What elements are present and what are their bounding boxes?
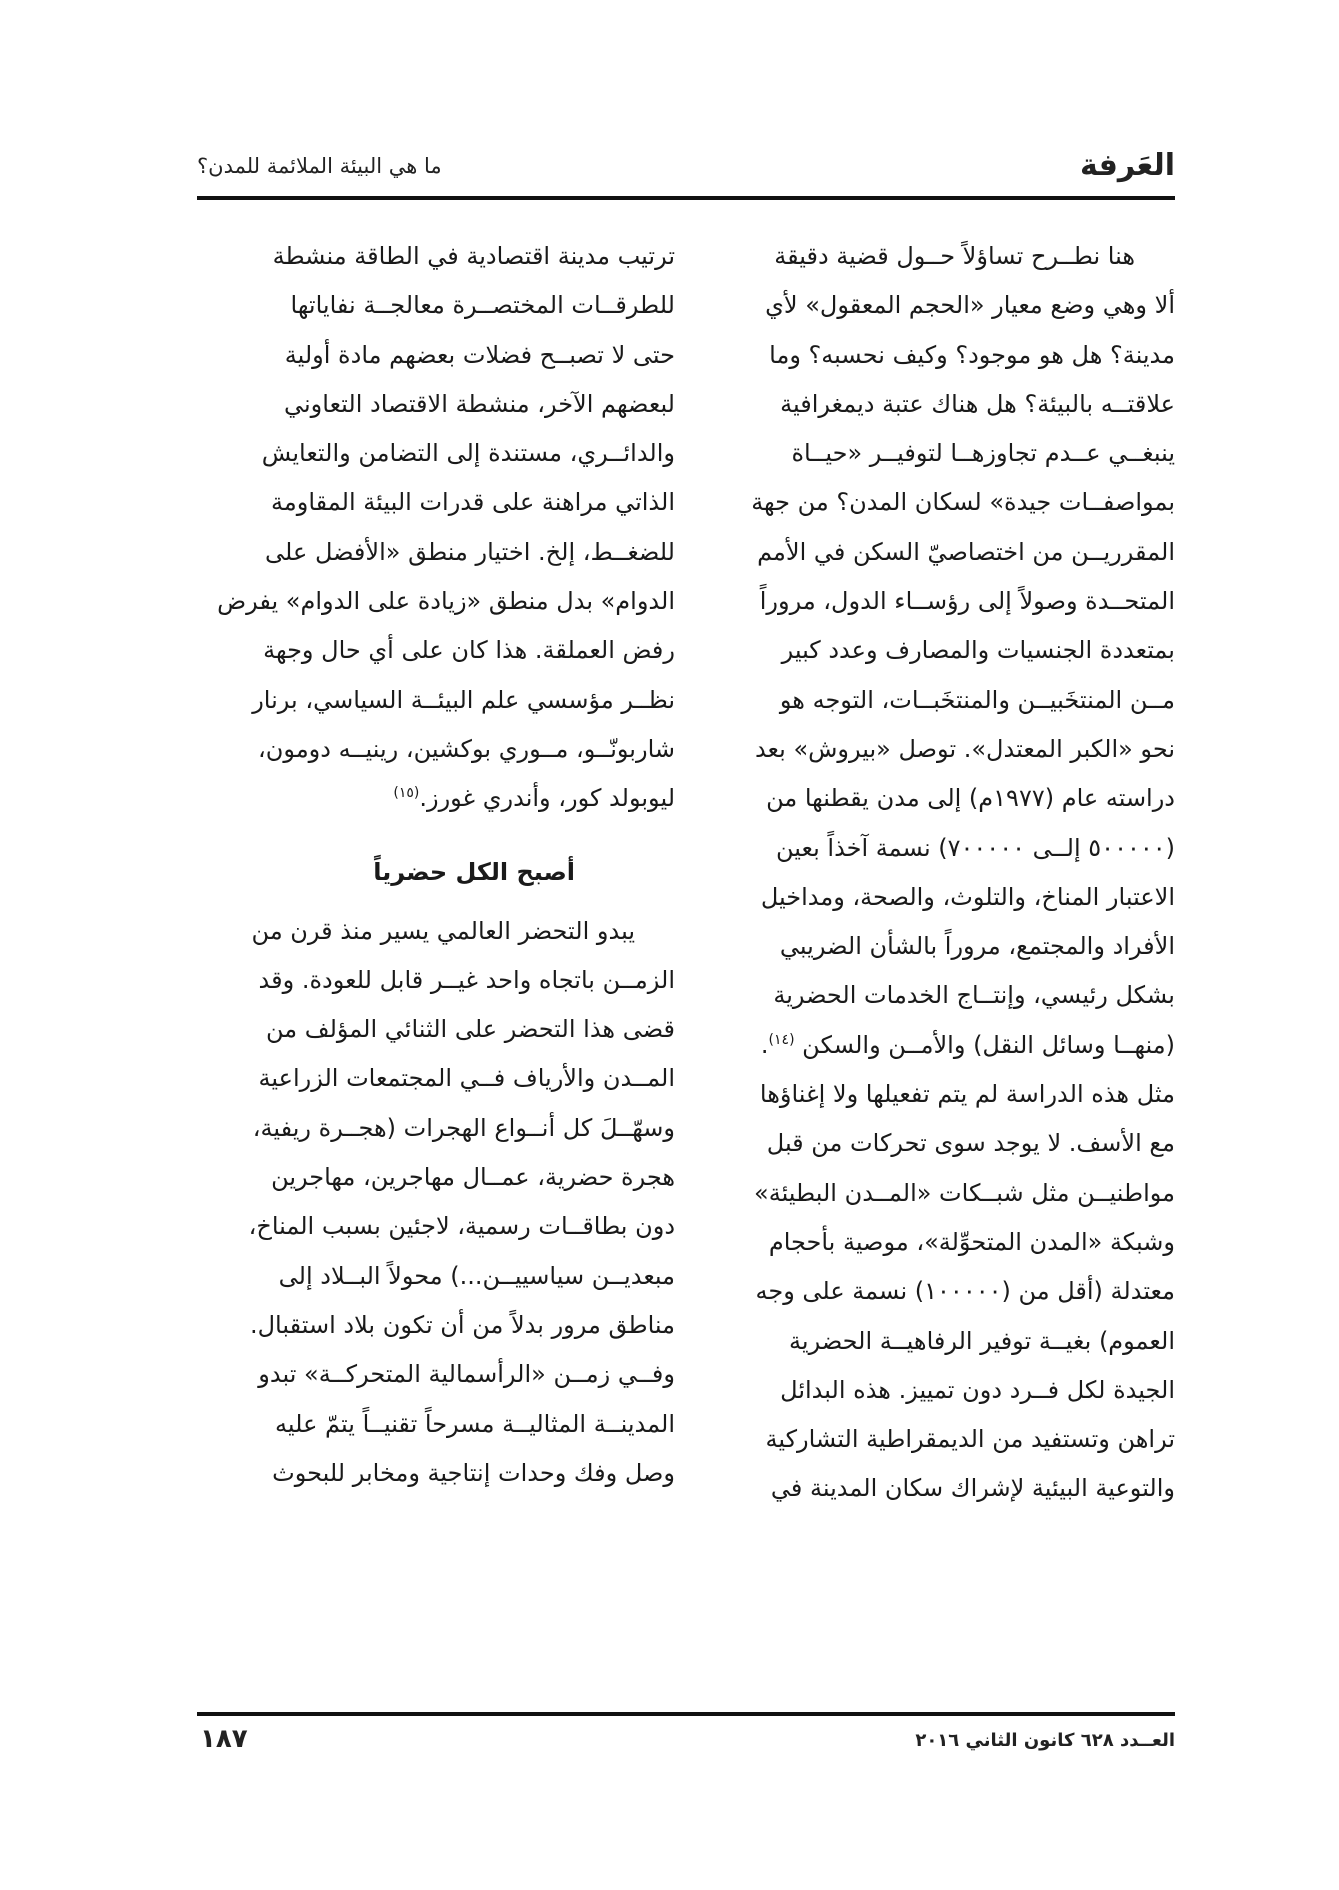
text-line: وصل وفك وحدات إنتاجية ومخابر للبحوث — [272, 1458, 675, 1487]
text-line: مع الأسف. لا يوجد سوى تحركات من قبل — [766, 1129, 1175, 1158]
magazine-logo: العَرفة — [1080, 148, 1175, 183]
text-line: دراسته عام (١٩٧٧م) إلى مدن يقطنها من — [766, 784, 1175, 813]
text-line: حتى لا تصبــح فضلات بعضهم مادة أولية — [284, 340, 675, 369]
text-line: مواطنيــن مثل شبــكات «المــدن البطيئة» — [754, 1178, 1175, 1207]
section-heading: أصبح الكل حضرياً — [373, 857, 575, 886]
text-line: والدائــري، مستندة إلى التضامن والتعايش — [261, 439, 675, 468]
text-line: الزمــن باتجاه واحد غيــر قابل للعودة. وقد — [258, 965, 675, 994]
text-line: الاعتبار المناخ، والتلوث، والصحة، ومداخيل — [760, 882, 1175, 911]
text-line: ترتيب مدينة اقتصادية في الطاقة منشطة — [272, 242, 675, 270]
text-line: العموم) بغيــة توفير الرفاهيــة الحضرية — [789, 1326, 1175, 1355]
article-column-left — [197, 232, 675, 1498]
text-line: قضى هذا التحضر على الثنائي المؤلف من — [265, 1015, 675, 1044]
text-line: نظــر مؤسسي علم البيئــة السياسي، برنار — [252, 685, 675, 714]
text-line: لبعضهم الآخر، منشطة الاقتصاد التعاوني — [283, 389, 675, 418]
text-line: معتدلة (أقل من (١٠٠٠٠٠) نسمة على وجه — [755, 1277, 1175, 1306]
text-line: مبعديــن سياسييــن...) محولاً البــلاد إلى — [278, 1261, 675, 1290]
text-line: هنا نطــرح تساؤلاً حــول قضية دقيقة — [774, 242, 1135, 270]
text-line: دون بطاقــات رسمية، لاجئين بسبب المناخ، — [248, 1212, 675, 1241]
text-line: نحو «الكبر المعتدل». توصل «بيروش» بعد — [754, 734, 1175, 763]
footnote-ref: (١٥) — [393, 785, 420, 802]
text-line: مناطق مرور بدلاً من أن تكون بلاد استقبال. — [249, 1310, 675, 1339]
text-line: هجرة حضرية، عمــال مهاجرين، مهاجرين — [271, 1163, 675, 1192]
text-line: مثل هذه الدراسة لم يتم تفعيلها ولا إغناؤها — [759, 1080, 1175, 1109]
text-line: مــن المنتخَبيــن والمنتخَبــات، التوجه هو — [779, 685, 1175, 714]
text-line: (٥٠٠٠٠٠ إلــى ٧٠٠٠٠٠) نسمة آخذاً بعين — [776, 833, 1175, 862]
text-line: تراهن وتستفيد من الديمقراطية التشاركية — [765, 1425, 1175, 1454]
footnote-ref: (١٤) — [768, 1031, 795, 1048]
header-rule — [197, 196, 1175, 200]
article-column-right — [697, 232, 1175, 1514]
text-line: الذاتي مراهنة على قدرات البيئة المقاومة — [271, 488, 675, 517]
page-header — [197, 148, 1175, 196]
text-line: ليوبولد كور، وأندري غورز. — [419, 784, 675, 813]
text-line: والتوعية البيئية لإشراك سكان المدينة في — [770, 1474, 1175, 1503]
text-line: يبدو التحضر العالمي يسير منذ قرن من — [251, 916, 635, 945]
text-line: الجيدة لكل فــرد دون تمييز. هذه البدائل — [780, 1375, 1175, 1404]
footer-rule — [197, 1712, 1175, 1716]
text-line-with-footnote: (منهــا وسائل النقل) والأمــن والسكن $^{(١٤)}$. — [760, 1030, 1175, 1059]
text-line: علاقتــه بالبيئة؟ هل هناك عتبة ديمغرافية — [780, 389, 1175, 418]
text-line: ألا وهي وضع معيار «الحجم المعقول» لأي — [765, 291, 1175, 320]
text-line: (منهــا وسائل النقل) والأمــن والسكن — [802, 1030, 1175, 1059]
text-line: بمتعددة الجنسيات والمصارف وعدد كبير — [781, 636, 1175, 665]
issue-info: العــدد ٦٢٨ كانون الثاني ٢٠١٦ — [915, 1730, 1175, 1751]
text-line: المقرريــن من اختصاصيّ السكن في الأمم — [757, 537, 1175, 566]
text-line: وفــي زمــن «الرأسمالية المتحركــة» تبدو — [258, 1360, 675, 1389]
text-line: المتحــدة وصولاً إلى رؤســاء الدول، مروراً — [759, 587, 1175, 616]
text-line: وسهّــلَ كل أنــواع الهجرات (هجــرة ريفية، — [252, 1113, 675, 1142]
text-line: وشبكة «المدن المتحوِّلة»، موصية بأحجام — [768, 1227, 1175, 1256]
text-line: المدينــة المثاليــة مسرحاً تقنيــاً يتمّ عليه — [275, 1409, 675, 1438]
text-line-with-footnote — [197, 774, 675, 823]
text-line: الدوام» بدل منطق «زيادة على الدوام» يفرض — [217, 587, 675, 616]
text-line: بمواصفــات جيدة» لسكان المدن؟ من جهة — [751, 488, 1175, 517]
text-line: للطرقــات المختصــرة معالجــة نفاياتها — [290, 291, 675, 320]
text-line: المــدن والأرياف فــي المجتمعات الزراعية — [258, 1064, 675, 1093]
text-line: الأفراد والمجتمع، مروراً بالشأن الضريبي — [779, 932, 1175, 961]
text-line: ينبغــي عــدم تجاوزهــا لتوفيــر «حيــاة — [791, 439, 1175, 468]
text-line: مدينة؟ هل هو موجود؟ وكيف نحسبه؟ وما — [769, 340, 1175, 369]
text-line: بشكل رئيسي، وإنتــاج الخدمات الحضرية — [773, 981, 1175, 1010]
text-line: رفض العملقة. هذا كان على أي حال وجهة — [263, 636, 675, 665]
running-title: ما هي البيئة الملائمة للمدن؟ — [197, 154, 442, 178]
text-line: شاربونّــو، مــوري بوكشين، رينيــه دومون، — [258, 734, 675, 763]
text-line: للضغــط، إلخ. اختيار منطق «الأفضل على — [265, 537, 675, 566]
page-number: ١٨٧ — [200, 1724, 248, 1754]
